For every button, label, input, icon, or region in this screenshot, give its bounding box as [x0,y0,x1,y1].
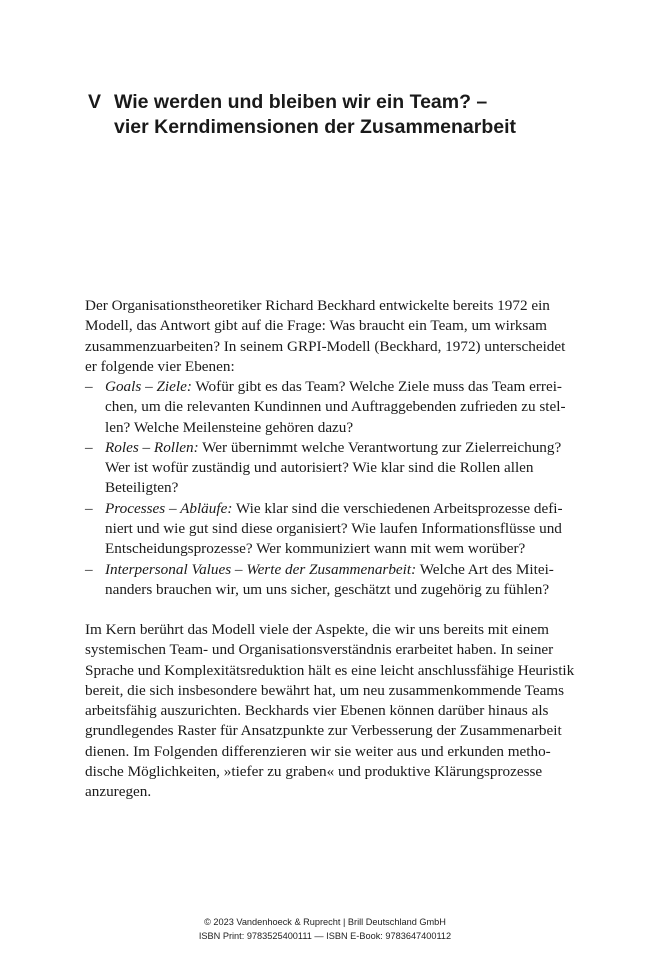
grpi-list [85,377,570,600]
text-line: Sprache und Komplexitätsreduktion hält es eine leicht anschlussfähige Heuristik [85,661,575,679]
chapter-title [114,90,574,140]
isbn-line: ISBN Print: 9783525400111 — ISBN E-Book: 9783647400112 [198,930,452,941]
chapter-number: V [88,91,102,113]
text-line: er folgende vier Ebenen: [85,357,235,375]
text-line: Modell, das Antwort gibt auf die Frage: Was braucht ein Team, um wirksam [85,317,547,335]
text-line: Wer ist wofür zuständig und autorisiert? Wie klar sind die Rollen allen [105,459,534,477]
list-item-values [85,560,570,601]
copyright-line: © 2023 Vandenhoeck & Ruprecht | Brill Deutschland GmbH [204,917,446,927]
text-line: chen, um die relevanten Kundinnen und Auftraggebenden zufrieden zu stel- [105,398,566,416]
text-line: zusammenzuarbeiten? In seinem GRPI-Modell (Beckhard, 1972) unterscheidet [85,337,566,355]
list-dash: – [85,378,93,395]
list-item-processes [85,499,570,560]
text-line: Beteiligten? [105,479,179,497]
list-text: Wofür gibt es das Team? Welche Ziele muss das Team errei- [191,378,562,395]
text-line [105,560,570,580]
text-line: dienen. Im Folgenden differenzieren wir sie weiter aus und erkunden metho- [85,742,551,760]
text-line: Im Kern berührt das Modell viele der Aspekte, die wir uns bereits mit einem [85,621,549,638]
text-line: nanders brauchen wir, um uns sicher, geschätzt und zugehörig zu fühlen? [105,580,550,598]
text-line: grundlegendes Raster für Ansatzpunkte zur Verbesserung der Zusammenarbeit [85,722,562,740]
text-line: dische Möglichkeiten, »tiefer zu graben« und produktive Klärungsprozesse [85,763,543,781]
list-dash: – [85,560,93,578]
list-text: Wie klar sind die verschiedenen Arbeitsprozesse defi- [232,499,563,517]
list-term: Goals – Ziele: [105,378,192,395]
text-line: Der Organisationstheoretiker Richard Beckhard entwickelte bereits 1972 ein [85,297,550,314]
list-dash: – [85,499,93,517]
list-text: Welche Art des Mitei- [416,560,554,578]
list-item-goals [85,377,570,438]
list-item-roles [85,438,570,499]
intro-paragraph [85,296,570,377]
chapter-title-line: vier Kerndimensionen der Zusammenarbeit [114,116,517,138]
text-line: arbeitsfähig auszurichten. Beckhards vier Ebenen können darüber hinaus als [85,702,549,720]
chapter-title-line: Wie werden und bleiben wir ein Team? – [114,91,488,113]
text-line: len? Welche Meilensteine gehören dazu? [105,418,354,436]
body-paragraph [85,620,575,803]
text-line: Entscheidungsprozesse? Wer kommuniziert wann mit wem worüber? [105,540,526,558]
text-line [105,377,570,397]
text-line [105,499,570,519]
text-line: bereit, die sich insbesondere bewährt hat, um neu zusammenkommende Teams [85,681,565,699]
page-footer [0,916,650,943]
text-line: anzuregen. [85,783,152,801]
list-text: Wer übernimmt welche Verantwortung zur Zielerreichung? [198,438,562,456]
list-term: Processes – Abläufe: [105,499,233,517]
list-dash: – [85,438,93,456]
list-term: Interpersonal Values – Werte der Zusammenarbeit: [105,560,417,578]
text-line: systemischen Team- und Organisationsverständnis erarbeitet haben. In seiner [85,641,554,659]
text-line [105,438,570,458]
list-term: Roles – Rollen: [105,438,199,456]
text-line: niert und wie gut sind diese organisiert? Wie laufen Informationsflüsse und [105,520,562,538]
